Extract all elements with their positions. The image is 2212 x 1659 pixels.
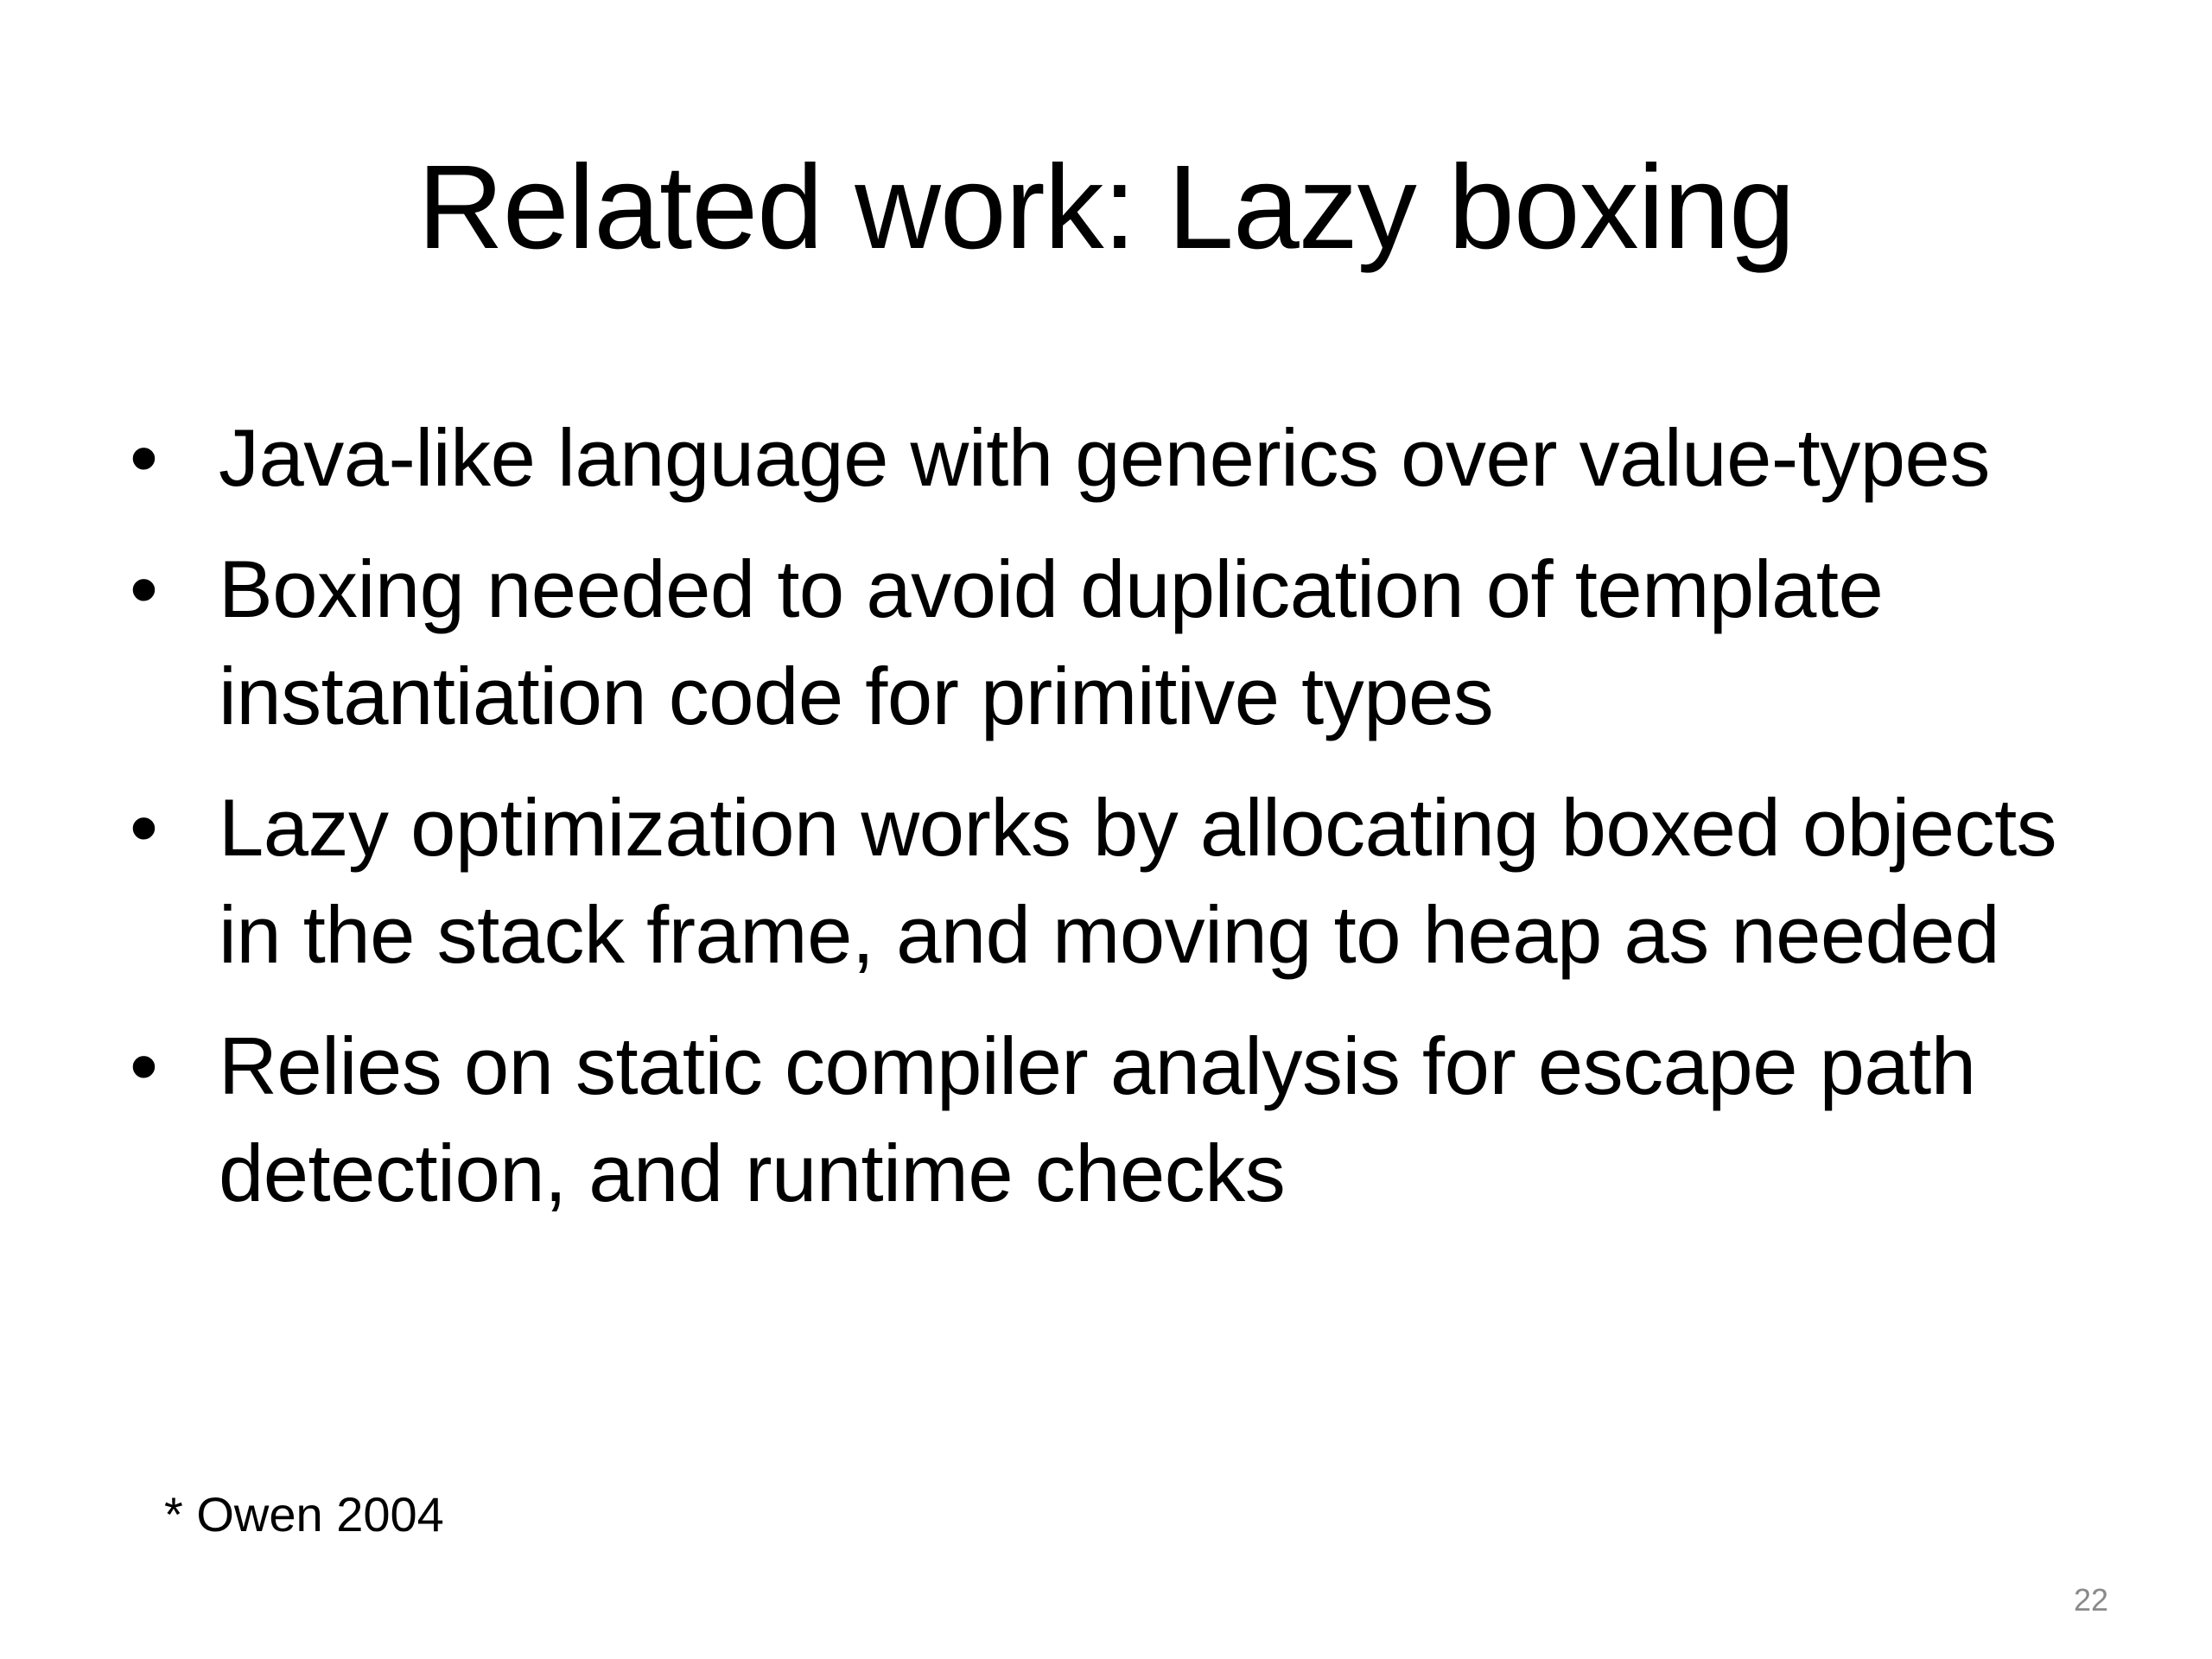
bullet-marker: • bbox=[130, 543, 158, 634]
footnote: * Owen 2004 bbox=[164, 1487, 444, 1541]
slide-title: Related work: Lazy boxing bbox=[417, 141, 1795, 274]
bullet-item bbox=[130, 536, 2117, 750]
bullet-marker: • bbox=[130, 782, 158, 873]
bullet-item bbox=[130, 404, 2117, 512]
bullet-text: Lazy optimization works by allocating boxed objects in the stack frame, and moving to heap as needed bbox=[219, 782, 2057, 980]
bullet-text: Boxing needed to avoid duplication of template instantiation code for primitive types bbox=[219, 543, 1884, 741]
bullet-text: Relies on static compiler analysis for escape path detection, and runtime checks bbox=[219, 1020, 1976, 1218]
bullet-text: Java-like language with generics over value-types bbox=[219, 412, 1990, 503]
bullet-item bbox=[130, 1013, 2117, 1227]
bullet-item bbox=[130, 774, 2117, 988]
bullet-marker: • bbox=[130, 1020, 158, 1111]
page-number: 22 bbox=[2073, 1582, 2108, 1618]
bullet-marker: • bbox=[130, 412, 158, 503]
bullet-list bbox=[130, 404, 2117, 1251]
